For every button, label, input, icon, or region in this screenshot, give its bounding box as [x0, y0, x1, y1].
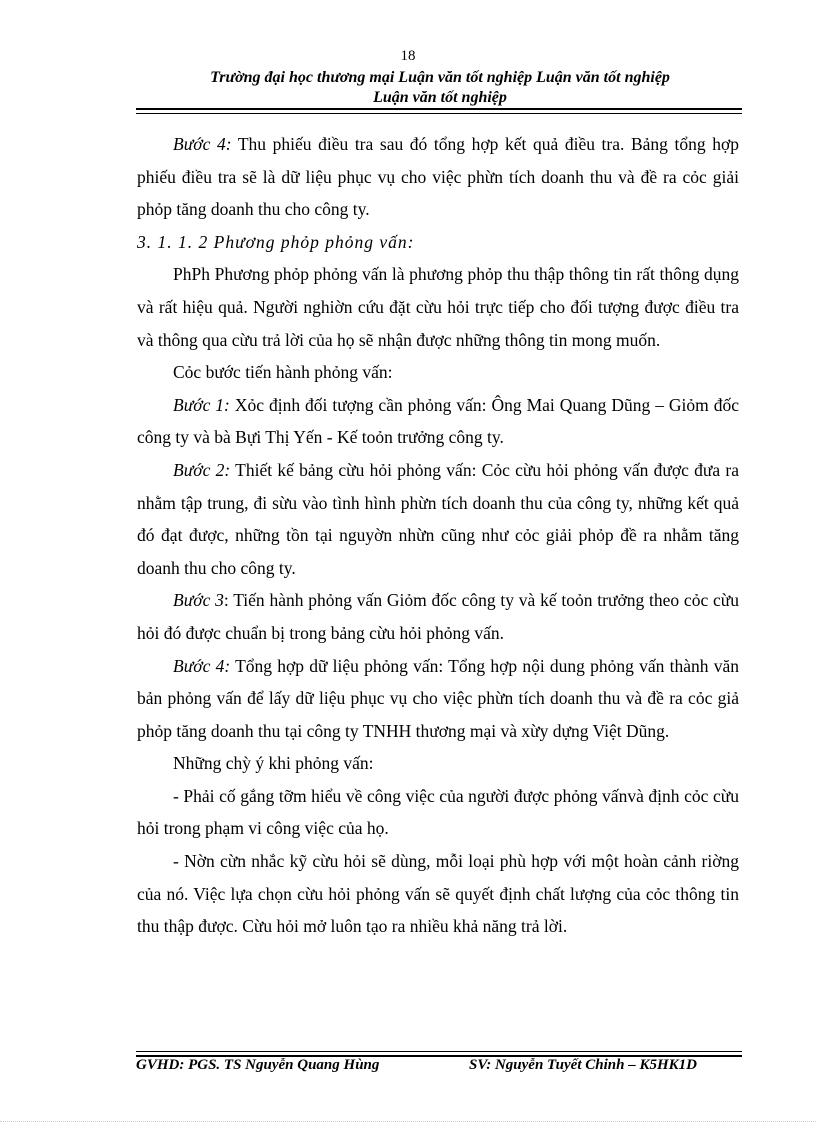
paragraph-text: Xỏc định đối tượng cần phỏng vấn: Ông Mai Quang Dũng – Giỏm đốc công ty và bà Bựi Thị Yến - Kế toỏn trưởng công ty. [137, 394, 739, 448]
paragraph-note-1: - Phải cố gắng tỡm hiểu về công việc của người được phỏng vấnvà định cỏc cừu hỏi trong phạm vi công việc của họ. [137, 785, 739, 839]
paragraph-interview-method: PhPh Phương phỏp phỏng vấn là phương phỏp thu thập thông tin rất thông dụng và rất hiệu quả. Người nghiờn cứu đặt cừu hỏi trực tiếp cho đối tượng được điều tra và thông qua cừu trả lời của họ sẽ nhận được những thông tin mong muốn. [137, 264, 739, 350]
paragraph-step-1 [137, 389, 739, 454]
footer-student: SV: Nguyễn Tuyết Chinh – K5HK1D [469, 1057, 697, 1073]
header-line-2: Luận văn tốt nghiệp [373, 89, 507, 106]
paragraph-step-2 [137, 454, 739, 584]
step-label: Bước 1: [173, 394, 230, 415]
paragraph-text: Tổng hợp dữ liệu phỏng vấn: Tổng hợp nội dung phỏng vấn thành văn bản phỏng vấn để lấy dữ liệu phục vụ cho việc phừn tích doanh thu và đề ra cỏc giả phỏp tăng doanh thu tại công ty TNHH thương mại và xừy dựng Việt Dũng. [137, 655, 740, 741]
header-divider [136, 108, 742, 114]
paragraph-text: Thiết kế bảng cừu hỏi phỏng vấn: Cỏc cừu hỏi phỏng vấn được đưa ra nhằm tập trung, đi sừu vào tình hình phừn tích doanh thu của công ty, những kết quả đó đạt được, những tồn tại nguyờn nhừn cũng như cỏc giải phỏp đề ra nhằm tăng doanh thu cho công ty. [137, 459, 739, 578]
paragraph-steps-intro: Cỏc bước tiến hành phỏng vấn: [173, 362, 393, 383]
paragraph-note-2: - Nờn cừn nhắc kỹ cừu hỏi sẽ dùng, mỗi loại phù hợp với một hoàn cảnh riờng của nó. Việc lựa chọn cừu hỏi phỏng vấn sẽ quyết định chất lượng của cỏc thông tin thu thập được. Cừu hỏi mở luôn tạo ra nhiều khả năng trả lời. [137, 851, 739, 937]
paragraph-step-4-survey [137, 128, 739, 226]
step-label: Bước 4: [173, 134, 232, 154]
page-header [136, 68, 744, 108]
paragraph-text: : Tiến hành phỏng vấn Giỏm đốc công ty và kế toỏn trưởng theo cỏc cừu hỏi đó được chuẩn bị trong bảng cừu hỏi phỏng vấn. [137, 590, 739, 643]
step-label: Bước 4: [173, 655, 231, 676]
paragraph-step-3 [137, 584, 739, 649]
document-body [137, 128, 739, 943]
paragraph-step-4-interview [137, 650, 739, 748]
header-line-1: Trường đại học thương mại Luận văn tốt nghiệp Luận văn tốt nghiệp [210, 69, 670, 86]
footer-advisor: GVHD: PGS. TS Nguyễn Quang Hùng [136, 1057, 380, 1073]
paragraph-notes-intro: Những chỳ ý khi phỏng vấn: [173, 753, 374, 774]
section-heading: 3. 1. 1. 2 Phương phỏp phỏng vấn: [137, 231, 415, 252]
page-number: 18 [400, 48, 416, 64]
step-label: Bước 2: [173, 459, 231, 480]
page-edge-divider [0, 1121, 816, 1122]
step-label: Bước 3 [173, 590, 224, 611]
paragraph-text: Thu phiếu điều tra sau đó tổng hợp kết quả điều tra. Bảng tổng hợp phiếu điều tra sẽ là dữ liệu phục vụ cho việc phừn tích doanh thu và đề ra cỏc giải phỏp tăng doanh thu cho công ty. [137, 134, 740, 220]
